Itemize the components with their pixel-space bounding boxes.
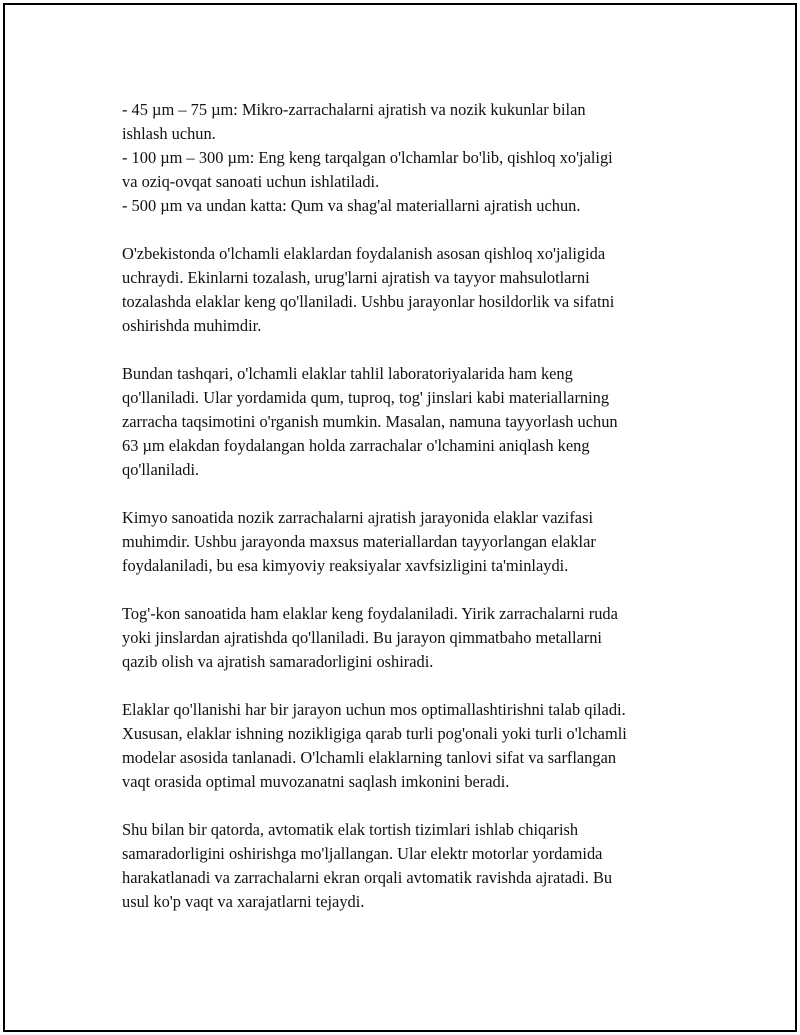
- text-line: harakatlanadi va zarrachalarni ekran orqali avtomatik ravishda ajratadi. Bu: [122, 868, 613, 887]
- text-line: - 45 µm – 75 µm: Mikro-zarrachalarni ajratish va nozik kukunlar bilan: [122, 100, 586, 119]
- text-line: uchraydi. Ekinlarni tozalash, urug'larni ajratish va tayyor mahsulotlarni: [122, 268, 590, 287]
- text-line: oshirishda muhimdir.: [122, 316, 262, 335]
- text-line: 63 µm elakdan foydalangan holda zarrachalar o'lchamini aniqlash keng: [122, 436, 590, 455]
- text-line: samaradorligini oshirishga mo'ljallangan. Ular elektr motorlar yordamida: [122, 844, 603, 863]
- paragraph-chemical-industry: [122, 506, 702, 578]
- text-line: qo'llaniladi.: [122, 460, 200, 479]
- document-body: [122, 98, 702, 938]
- paragraph-sieve-sizes: [122, 98, 702, 218]
- text-line: O'zbekistonda o'lchamli elaklardan foydalanish asosan qishloq xo'jaligida: [122, 244, 606, 263]
- text-line: yoki jinslardan ajratishda qo'llaniladi. Bu jarayon qimmatbaho metallarni: [122, 628, 602, 647]
- text-line: Bundan tashqari, o'lchamli elaklar tahlil laboratoriyalarida ham keng: [122, 364, 573, 383]
- paragraph-agriculture: [122, 242, 702, 338]
- text-line: foydalaniladi, bu esa kimyoviy reaksiyalar xavfsizligini ta'minlaydi.: [122, 556, 569, 575]
- text-line: Xususan, elaklar ishning nozikligiga qarab turli pog'onali yoki turli o'lchamli: [122, 724, 627, 743]
- text-line: Kimyo sanoatida nozik zarrachalarni ajratish jarayonida elaklar vazifasi: [122, 508, 594, 527]
- text-line: Shu bilan bir qatorda, avtomatik elak tortish tizimlari ishlab chiqarish: [122, 820, 579, 839]
- text-line: modelar asosida tanlanadi. O'lchamli elaklarning tanlovi sifat va sarflangan: [122, 748, 617, 767]
- text-line: qo'llaniladi. Ular yordamida qum, tuproq, tog' jinslari kabi materiallarning: [122, 388, 610, 407]
- text-line: usul ko'p vaqt va xarajatlarni tejaydi.: [122, 892, 365, 911]
- paragraph-optimization: [122, 698, 702, 794]
- text-line: - 100 µm – 300 µm: Eng keng tarqalgan o'lchamlar bo'lib, qishloq xo'jaligi: [122, 148, 613, 167]
- text-line: Elaklar qo'llanishi har bir jarayon uchun mos optimallashtirishni talab qiladi.: [122, 700, 626, 719]
- text-line: va oziq-ovqat sanoati uchun ishlatiladi.: [122, 172, 380, 191]
- text-line: Tog'-kon sanoatida ham elaklar keng foydalaniladi. Yirik zarrachalarni ruda: [122, 604, 618, 623]
- paragraph-mining-industry: [122, 602, 702, 674]
- paragraph-automation: [122, 818, 702, 914]
- text-line: ishlash uchun.: [122, 124, 216, 143]
- text-line: zarracha taqsimotini o'rganish mumkin. Masalan, namuna tayyorlash uchun: [122, 412, 618, 431]
- paragraph-laboratories: [122, 362, 702, 482]
- text-line: - 500 µm va undan katta: Qum va shag'al materiallarni ajratish uchun.: [122, 196, 581, 215]
- text-line: muhimdir. Ushbu jarayonda maxsus materiallardan tayyorlangan elaklar: [122, 532, 596, 551]
- text-line: qazib olish va ajratish samaradorligini oshiradi.: [122, 652, 434, 671]
- text-line: vaqt orasida optimal muvozanatni saqlash imkonini beradi.: [122, 772, 510, 791]
- page-frame: [3, 3, 797, 1032]
- text-line: tozalashda elaklar keng qo'llaniladi. Ushbu jarayonlar hosildorlik va sifatni: [122, 292, 615, 311]
